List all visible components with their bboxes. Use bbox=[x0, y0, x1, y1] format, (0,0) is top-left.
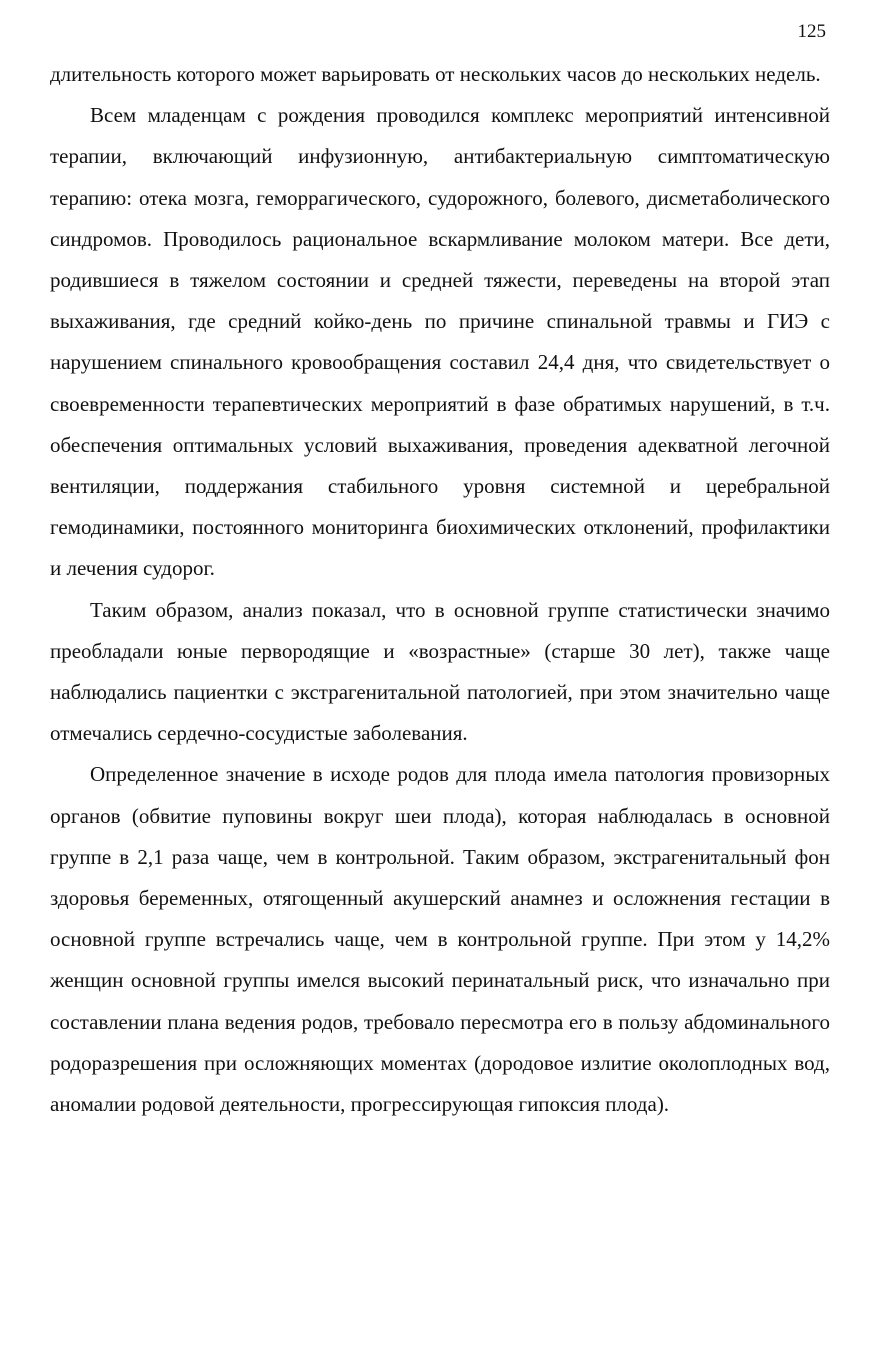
paragraph-conclusion: Определенное значение в исходе родов для плода имела патология провизорных органов (обвитие пуповины вокруг шеи плода), которая наблюдалась в основной группе в 2,1 раза чаще, чем в контрольной. Таким образом, экстрагенитальный фон здоровья беременных, отягощенный акушерский анамнез и осложнения гестации в основной группе встречались чаще, чем в контрольной группе. При этом у 14,2% женщин основной группы имелся высокий перинатальный риск, что изначально при составлении плана ведения родов, требовало пересмотра его в пользу абдоминального родоразрешения при осложняющих моментах (дородовое излитие околоплодных вод, аномалии родовой деятельности, прогрессирующая гипоксия плода). bbox=[50, 762, 830, 1117]
paragraph-therapy: Всем младенцам с рождения проводился комплекс мероприятий интенсивной терапии, включающий инфузионную, антибактериальную симптоматическую терапию: отека мозга, геморрагического, судорожного, болевого, дисметаболического синдромов. Проводилось рациональное вскармливание молоком матери. Все дети, родившиеся в тяжелом состоянии и средней тяжести, переведены на второй этап выхаживания, где средний койко-день по причине спинальной травмы и ГИЭ с нарушением спинального кровообращения составил 24,4 дня, что свидетельствует о своевременности терапевтических мероприятий в фазе обратимых нарушений, в т.ч. обеспечения оптимальных условий выхаживания, проведения адекватной легочной вентиляции, поддержания стабильного уровня системной и церебральной гемодинамики, постоянного мониторинга биохимических отклонений, профилактики и лечения судорог. bbox=[50, 103, 830, 581]
body-text bbox=[50, 54, 830, 1125]
paragraph-continuation: длительность которого может варьировать от нескольких часов до нескольких недель. bbox=[50, 62, 821, 86]
paragraph-analysis: Таким образом, анализ показал, что в основной группе статистически значимо преобладали юные первородящие и «возрастные» (старше 30 лет), также чаще наблюдались пациентки с экстрагенитальной патологией, при этом значительно чаще отмечались сердечно-сосудистые заболевания. bbox=[50, 597, 830, 746]
page-number: 125 bbox=[797, 21, 826, 42]
